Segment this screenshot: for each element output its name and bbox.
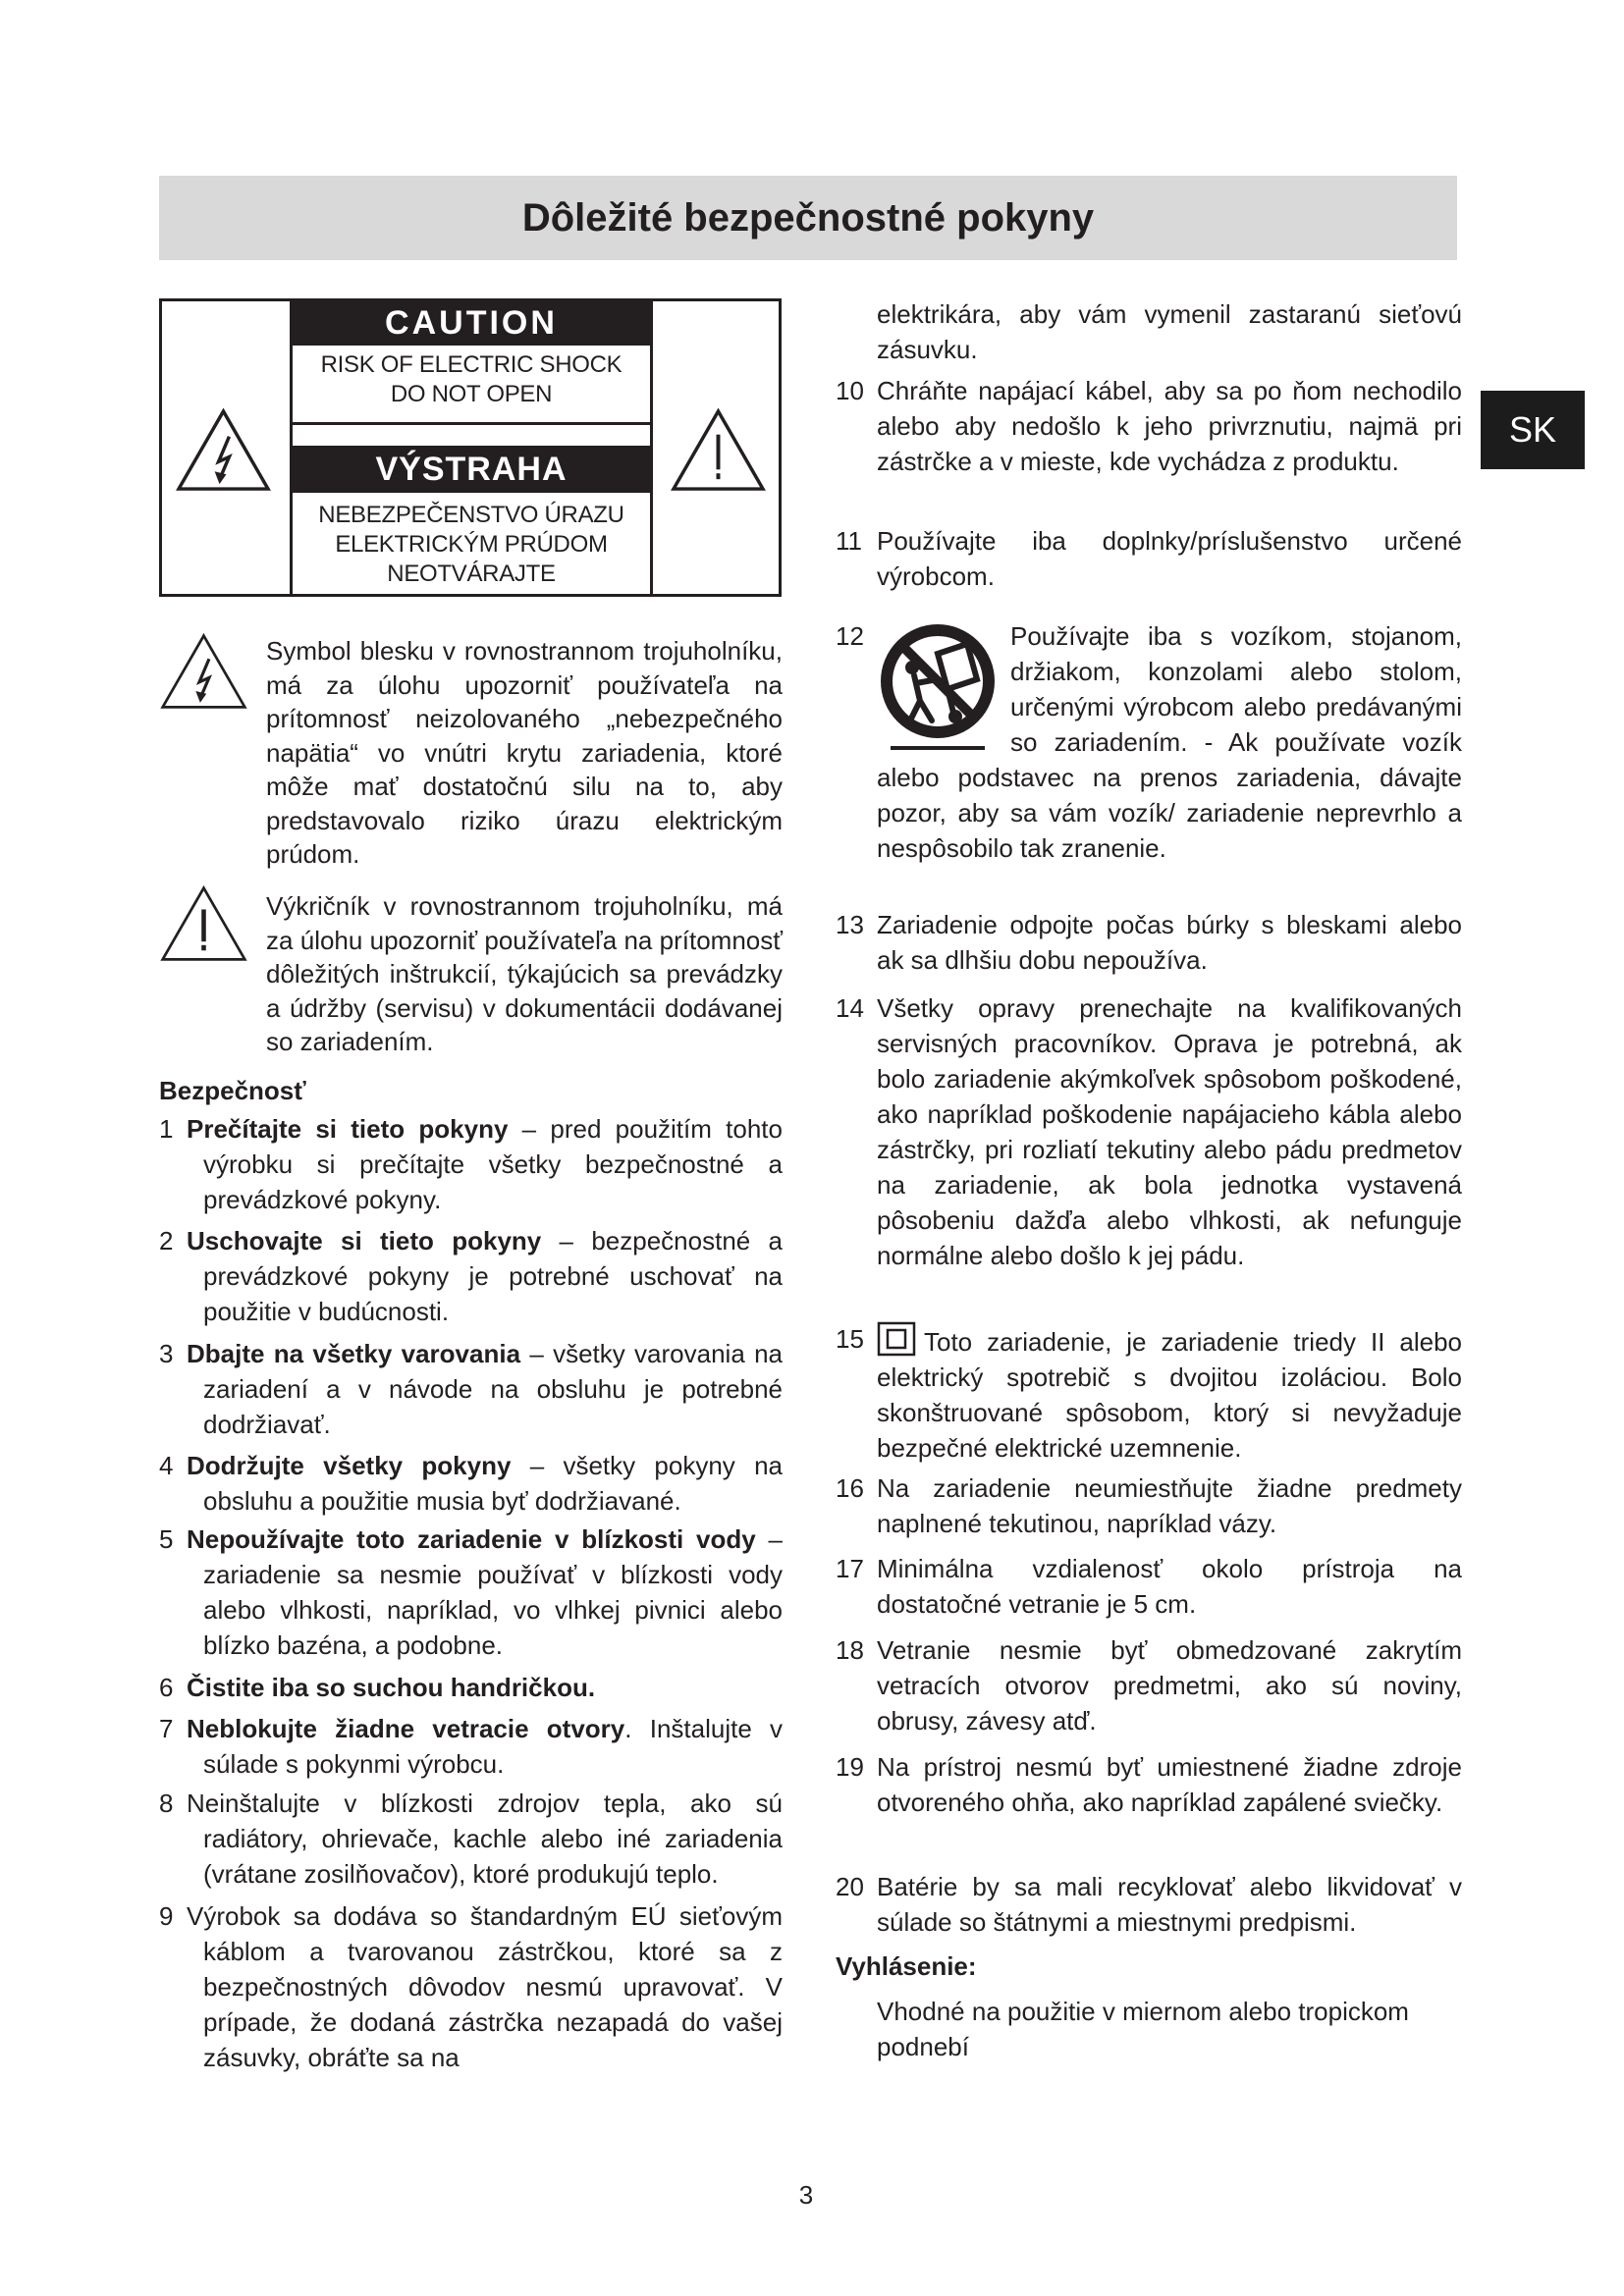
item-text [836, 907, 1462, 978]
item-number: 3 [159, 1339, 174, 1368]
item-body: . Inštalujte v súlade s pokynmi výrobcu. [203, 1714, 784, 1779]
item-number: 13 [836, 910, 864, 939]
warning-line: NEOTVÁRAJTE [387, 561, 556, 587]
caution-text [293, 350, 650, 409]
item-body: Toto zariadenie, je zariadenie triedy II alebo elektrický spotrebič s dvojitou izoláciou. Bolo skonštruované spôsobom, ktorý si nevyžaduje bezpečné elektrické uzemnenie. [877, 1327, 1462, 1463]
safety-item [836, 1749, 1462, 1820]
item-body: Minimálna vzdialenosť okolo prístroja na dostatočné vetranie je 5 cm. [877, 1554, 1462, 1619]
item-bold: Neblokujte žiadne vetracie otvory [187, 1714, 625, 1743]
safety-item [836, 1869, 1462, 1940]
item-number: 11 [836, 526, 862, 556]
item-body: – zariadenie sa nesmie používať v blízkosti vody alebo vlhkosti, napríklad, vo vlhkej pivnici alebo blízko bazéna, a podobne. [203, 1524, 784, 1660]
safety-item [159, 1711, 783, 1782]
item-text [159, 1786, 783, 1892]
safety-item [159, 1522, 783, 1663]
item-number: 5 [159, 1524, 174, 1554]
item-text [159, 1670, 783, 1705]
item-number: 12 [836, 621, 864, 651]
item-text [159, 1898, 783, 2075]
safety-item [159, 1223, 783, 1329]
exclamation-triangle-icon [159, 884, 248, 963]
item-number: 19 [836, 1752, 864, 1782]
item-text [159, 1336, 783, 1442]
item-bold: Dbajte na všetky varovania [187, 1339, 521, 1368]
item-number: 14 [836, 993, 864, 1023]
item-body: Batérie by sa mali recyklovať alebo likvidovať v súlade so štátnymi a miestnymi predpismi. [877, 1872, 1462, 1937]
caution-line: RISK OF ELECTRIC SHOCK [320, 351, 623, 378]
caution-divider [293, 422, 650, 425]
safety-item [836, 907, 1462, 978]
item-text [836, 1632, 1462, 1738]
lightning-triangle-icon [174, 407, 273, 493]
item-text [836, 618, 1462, 866]
item-body: Na prístroj nesmú byť umiestnené žiadne zdroje otvoreného ohňa, ako napríklad zapálené sviečky. [877, 1752, 1462, 1817]
item-body: Chráňte napájací kábel, aby sa po ňom nechodilo alebo aby nedošlo k jeho privrznutiu, najmä pri zástrčke a v mieste, kde vychádza z produktu. [877, 376, 1462, 476]
cart-tip-over-warning-icon [877, 618, 999, 754]
safety-item [836, 1321, 1462, 1466]
item-bold: Prečítajte si tieto pokyny [187, 1114, 509, 1144]
safety-item [836, 1470, 1462, 1541]
safety-item [836, 618, 1462, 866]
declaration-heading: Vyhlásenie: [836, 1951, 977, 1981]
item-number: 17 [836, 1554, 864, 1583]
item-text [836, 523, 1462, 594]
warning-text [293, 501, 650, 589]
item-text [159, 1448, 783, 1519]
item-number: 2 [159, 1226, 174, 1255]
caution-center-panel [290, 301, 653, 594]
safety-item [159, 1898, 783, 2075]
item-9-continuation: elektrikára, aby vám vymenil zastaranú sieťovú zásuvku. [877, 299, 1462, 364]
warning-heading: VÝSTRAHA [375, 451, 568, 488]
page-number: 3 [798, 2180, 814, 2210]
item-body: Používajte iba s vozíkom, stojanom, držiakom, konzolami alebo stolom, určenými výrobcom alebo predávanými so zariadením. - Ak používate vozík alebo podstavec na prenos zariadenia, dávajte pozor, aby sa vám vozík/ zariadenie neprevrhlo a nespôsobilo tak zranenie. [877, 621, 1462, 863]
declaration-text: Vhodné na použitie v miernom alebo tropickom podnebí [877, 1997, 1409, 2061]
safety-item [159, 1448, 783, 1519]
item-number: 8 [159, 1789, 174, 1818]
item-text [836, 1470, 1462, 1541]
page-title: Dôležité bezpečnostné pokyny [521, 195, 1095, 240]
caution-heading: CAUTION [385, 304, 558, 342]
item-number: 18 [836, 1635, 864, 1665]
item-text [836, 373, 1462, 479]
item-text [159, 1111, 783, 1217]
item-number: 1 [159, 1114, 174, 1144]
class-ii-double-insulation-icon [877, 1321, 916, 1357]
language-tab-label: SK [1508, 409, 1557, 450]
safety-item [159, 1670, 783, 1705]
item-bold: Nepoužívajte toto zariadenie v blízkosti vody [187, 1524, 756, 1554]
lightning-symbol-explanation: Symbol blesku v rovnostrannom trojuholníku, má za úlohu upozorniť používateľa na prítomnosť neizolovaného „nebezpečného napätia“ vo vnútri krytu zariadenia, ktoré môže mať dostatočnú silu na to, aby predstavovalo riziko úrazu elektrickým prúdom. [266, 636, 783, 869]
item-text [836, 1869, 1462, 1940]
item-body: Používajte iba doplnky/príslušenstvo určené výrobcom. [877, 526, 1462, 591]
exclamation-triangle-icon [669, 407, 768, 493]
item-number: 7 [159, 1714, 174, 1743]
item-number: 9 [159, 1901, 174, 1931]
warning-line: ELEKTRICKÝM PRÚDOM [335, 531, 608, 558]
safety-item [836, 990, 1462, 1273]
item-body: – všetky varovania na zariadení a v návode na obsluhu je potrebné dodržiavať. [203, 1339, 783, 1439]
item-text [836, 990, 1462, 1273]
language-tab [1481, 391, 1585, 469]
item-number: 16 [836, 1473, 864, 1503]
lightning-triangle-icon [159, 632, 248, 711]
exclamation-symbol-explanation: Výkričník v rovnostrannom trojuholníku, má za úlohu upozorniť používateľa na prítomnosť dôležitých inštrukcií, týkajúcich sa prevádzky a údržby (servisu) v dokumentácii dodávanej so zariadením. [266, 891, 783, 1056]
caution-bar [293, 301, 650, 346]
item-number: 15 [836, 1324, 864, 1354]
item-body: Zariadenie odpojte počas búrky s bleskami alebo ak sa dlhšiu dobu nepoužíva. [877, 910, 1462, 975]
item-number: 4 [159, 1451, 174, 1480]
item-body: Na zariadenie neumiestňujte žiadne predmety naplnené tekutinou, napríklad vázy. [877, 1473, 1462, 1538]
item-number: 20 [836, 1872, 864, 1901]
safety-item [836, 523, 1462, 594]
item-body: – bezpečnostné a prevádzkové pokyny je potrebné uschovať na použitie v budúcnosti. [203, 1226, 784, 1326]
item-number: 6 [159, 1673, 174, 1702]
item-body: Všetky opravy prenechajte na kvalifikovaných servisných pracovníkov. Oprava je potrebná, ak bolo zariadenie akýmkoľvek spôsobom poškodené, ako napríklad poškodenie napájacieho kábla alebo zástrčky, pri rozliatí tekutiny alebo pádu predmetov na zariadenie, ak bola jednotka vystavená pôsobeniu dažďa alebo vlhkosti, ak nefunguje normálne alebo došlo k jej pádu. [877, 993, 1462, 1270]
title-bar [159, 176, 1457, 260]
safety-item [836, 1632, 1462, 1738]
safety-heading: Bezpečnosť [159, 1076, 306, 1105]
item-number: 10 [836, 376, 864, 405]
item-body: Výrobok sa dodáva so štandardným EÚ sieťovým káblom a tvarovanou zástrčkou, ktoré sa z bezpečnostných dôvodov nesmú upravovať. V prípade, že dodaná zástrčka nezapadá do vašej zásuvky, obráťte sa na [187, 1901, 783, 2072]
safety-item [836, 373, 1462, 479]
item-body: – všetky pokyny na obsluhu a použitie musia byť dodržiavané. [203, 1451, 784, 1516]
safety-item [159, 1786, 783, 1892]
item-body: – pred použitím tohto výrobku si prečítajte všetky bezpečnostné a prevádzkové pokyny. [203, 1114, 783, 1214]
warning-bar [293, 446, 650, 493]
item-text [159, 1522, 783, 1663]
item-body: Vetranie nesmie byť obmedzované zakrytím vetracích otvorov predmetmi, ako sú noviny, obrusy, závesy atď. [877, 1635, 1462, 1735]
caution-label [159, 298, 782, 597]
item-text [836, 1321, 1462, 1466]
item-text [159, 1223, 783, 1329]
item-text [836, 1749, 1462, 1820]
safety-item [836, 1551, 1462, 1622]
caution-line: DO NOT OPEN [390, 381, 553, 407]
item-body: Neinštalujte v blízkosti zdrojov tepla, ako sú radiátory, ohrievače, kachle alebo iné zariadenia (vrátane zosilňovačov), ktoré produkujú teplo. [187, 1789, 783, 1889]
item-bold: Dodržujte všetky pokyny [187, 1451, 512, 1480]
item-text [836, 1551, 1462, 1622]
safety-item [159, 1336, 783, 1442]
warning-line: NEBEZPEČENSTVO ÚRAZU [318, 502, 624, 528]
item-bold: Čistite iba so suchou handričkou. [187, 1673, 596, 1702]
item-bold: Uschovajte si tieto pokyny [187, 1226, 542, 1255]
item-text [159, 1711, 783, 1782]
safety-item [159, 1111, 783, 1217]
